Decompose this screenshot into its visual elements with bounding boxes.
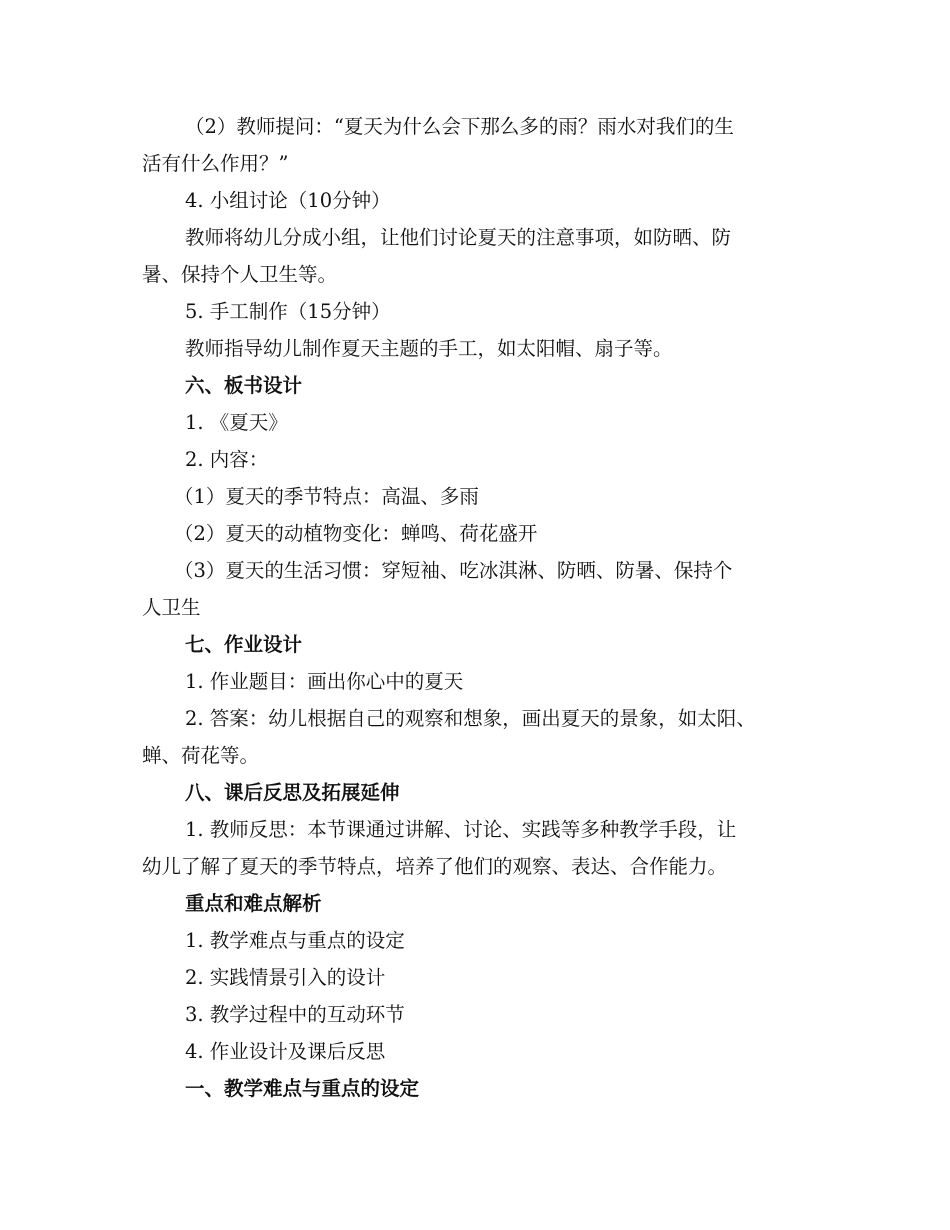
text-line: 1. 作业题目：画出你心中的夏天 (185, 670, 464, 693)
section-heading: 六、板书设计 (185, 374, 303, 397)
text-line: （1）夏天的季节特点：高温、多雨 (174, 485, 479, 508)
section-heading: 一、教学难点与重点的设定 (185, 1077, 420, 1100)
document-body (142, 108, 814, 1107)
text-line: （2）教师提问：“夏天为什么会下那么多的雨？雨水对我们的生 (185, 115, 734, 138)
section-heading: 七、作业设计 (185, 633, 303, 656)
text-line: 2. 答案：幼儿根据自己的观察和想象，画出夏天的景象，如太阳、 (185, 707, 756, 730)
section-heading: 八、课后反思及拓展延伸 (185, 781, 400, 804)
text-line: （3）夏天的生活习惯：穿短袖、吃冰淇淋、防晒、防暑、保持个 (174, 559, 733, 582)
text-line: 活有什么作用？” (142, 152, 289, 175)
text-line: 人卫生 (142, 596, 201, 619)
text-line: 4. 小组讨论（10分钟） (185, 189, 391, 212)
section-heading: 重点和难点解析 (185, 892, 322, 915)
text-line: 5. 手工制作（15分钟） (185, 300, 391, 323)
text-line: 3. 教学过程中的互动环节 (185, 1003, 405, 1026)
text-line: 暑、保持个人卫生等。 (142, 263, 338, 286)
text-line: 教师将幼儿分成小组，让他们讨论夏天的注意事项，如防晒、防 (185, 226, 732, 249)
text-line: 教师指导幼儿制作夏天主题的手工，如太阳帽、扇子等。 (185, 337, 673, 360)
text-line: 幼儿了解了夏天的季节特点，培养了他们的观察、表达、合作能力。 (142, 855, 728, 878)
text-line: （2）夏天的动植物变化：蝉鸣、荷花盛开 (174, 522, 538, 545)
text-line: 蝉、荷花等。 (142, 744, 260, 767)
text-line: 1. 教师反思：本节课通过讲解、讨论、实践等多种教学手段，让 (185, 818, 737, 841)
text-line: 2. 内容： (185, 448, 269, 471)
text-line: 2. 实践情景引入的设计 (185, 966, 386, 989)
text-line: 1. 教学难点与重点的设定 (185, 929, 405, 952)
text-line: 4. 作业设计及课后反思 (185, 1040, 386, 1063)
text-line: 1. 《夏天》 (185, 411, 288, 434)
